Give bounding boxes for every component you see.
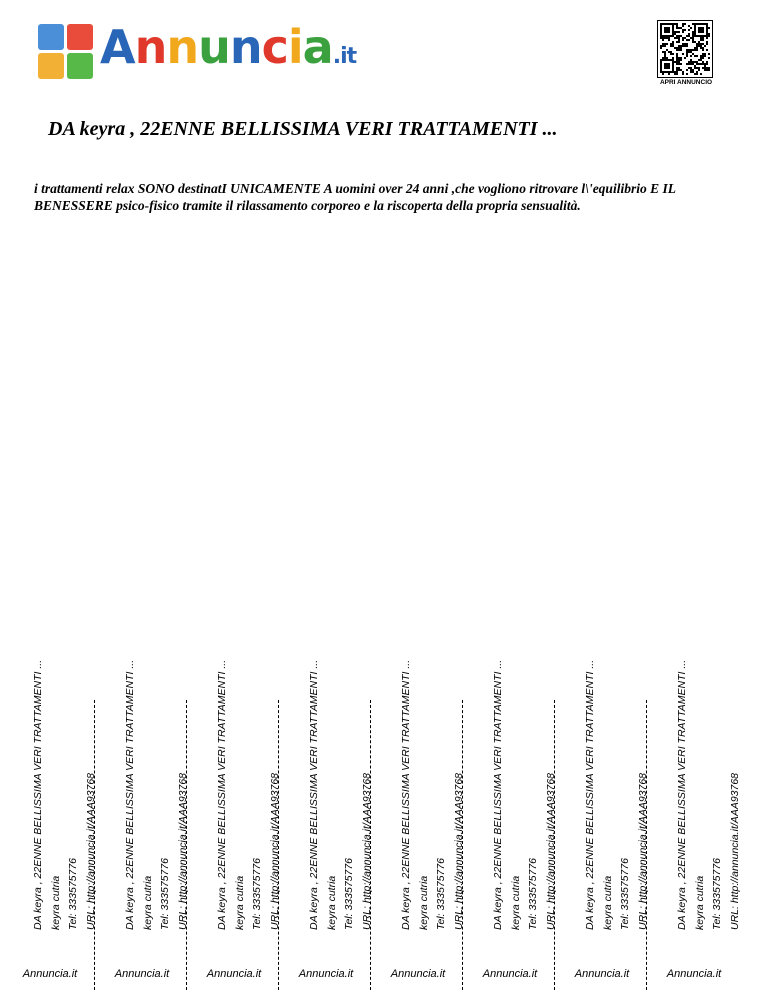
strip-footer: Annuncia.it [574,968,630,980]
strip-phone: Tel: 333575776 [435,857,447,930]
strip-phone: Tel: 333575776 [251,857,263,930]
tear-strip [4,659,97,994]
strip-name: keyra cutria [509,875,522,930]
tear-strip [464,659,557,994]
strip-footer: Annuncia.it [206,968,262,980]
strip-name: keyra cutria [141,875,154,930]
strip-phone: Tel: 333575776 [711,857,723,930]
strip-url: URL: http://annuncia.it/AAA93768 [360,772,373,930]
tear-strip [96,659,189,994]
strip-separator [646,700,647,990]
strip-footer: Annuncia.it [114,968,170,980]
strip-name: keyra cutria [233,875,246,930]
logo-squares-icon [38,24,94,80]
strip-footer: Annuncia.it [482,968,538,980]
strip-footer: Annuncia.it [298,968,354,980]
strip-name: keyra cutria [49,875,62,930]
annuncia-logo [38,20,398,80]
strip-url: URL: http://annuncia.it/AAA93768 [84,772,97,930]
strip-url: URL: http://annuncia.it/AAA93768 [544,772,557,930]
strip-title: DA keyra , 22ENNE BELLISSIMA VERI TRATTAMENTI ... [32,659,44,930]
strip-phone: Tel: 333575776 [619,857,631,930]
strip-separator [186,700,187,990]
tear-strip-text [674,659,754,930]
strip-footer: Annuncia.it [22,968,78,980]
strip-title: DA keyra , 22ENNE BELLISSIMA VERI TRATTAMENTI ... [308,659,320,930]
strip-separator [462,700,463,990]
strip-separator [554,700,555,990]
strip-url: URL: http://annuncia.it/AAA93768 [636,772,649,930]
ad-description: i trattamenti relax SONO destinatI UNICAMENTE A uomini over 24 anni ,che vogliono ritrovare l\'equilibrio E IL BENESSERE psico-fisico tramite il rilassamento corporeo e la riscoperta della propria sensualità. [34,181,676,213]
qr-label: APRI ANNUNCIO [659,79,713,86]
strip-separator [278,700,279,990]
strip-title: DA keyra , 22ENNE BELLISSIMA VERI TRATTAMENTI ... [676,659,688,930]
strip-url: URL: http://annuncia.it/AAA93768 [452,772,465,930]
strip-phone: Tel: 333575776 [159,857,171,930]
strip-title: DA keyra , 22ENNE BELLISSIMA VERI TRATTAMENTI ... [584,659,596,930]
strip-url: URL: http://annuncia.it/AAA93768 [176,772,189,930]
strip-footer: Annuncia.it [666,968,722,980]
tear-strip [188,659,281,994]
tear-strip [372,659,465,994]
strip-name: keyra cutria [325,875,338,930]
strip-footer: Annuncia.it [390,968,446,980]
strip-url: URL: http://annuncia.it/AAA93768 [728,772,741,930]
strip-phone: Tel: 333575776 [527,857,539,930]
strip-name: keyra cutria [417,875,430,930]
tear-strip [556,659,649,994]
strip-title: DA keyra , 22ENNE BELLISSIMA VERI TRATTAMENTI ... [124,659,136,930]
logo-wordmark: Annuncia.it [100,20,357,74]
strip-name: keyra cutria [693,875,706,930]
strip-phone: Tel: 333575776 [343,857,355,930]
strip-title: DA keyra , 22ENNE BELLISSIMA VERI TRATTAMENTI ... [492,659,504,930]
strip-title: DA keyra , 22ENNE BELLISSIMA VERI TRATTAMENTI ... [400,659,412,930]
strip-separator [370,700,371,990]
tear-off-strips [0,659,768,994]
strip-separator [94,700,95,990]
ad-title: DA keyra , 22ENNE BELLISSIMA VERI TRATTAMENTI ... [48,118,558,140]
qr-code-icon[interactable] [657,20,713,78]
strip-title: DA keyra , 22ENNE BELLISSIMA VERI TRATTAMENTI ... [216,659,228,930]
strip-phone: Tel: 333575776 [67,857,79,930]
tear-strip [280,659,373,994]
strip-url: URL: http://annuncia.it/AAA93768 [268,772,281,930]
strip-name: keyra cutria [601,875,614,930]
tear-strip [648,659,741,994]
